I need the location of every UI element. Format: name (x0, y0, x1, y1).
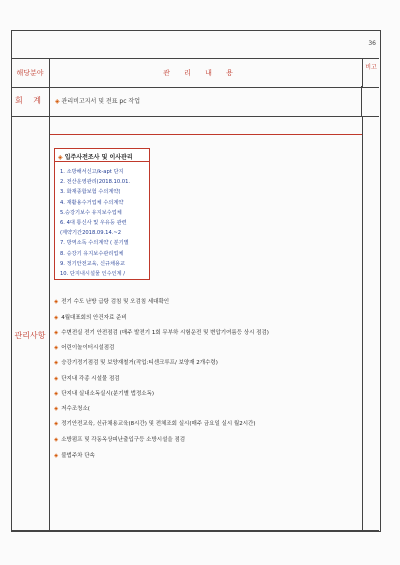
diamond-bullet-icon: ◈ (54, 421, 59, 427)
contract-item: 9. 정기안전교육, 신규채용교 (60, 260, 126, 267)
diamond-bullet-icon: ◈ (54, 437, 59, 443)
diamond-bullet-icon: ◈ (54, 360, 59, 366)
management-label: 관리사항 (14, 331, 46, 340)
red-divider (50, 134, 362, 135)
diamond-bullet-icon: ◈ (54, 299, 59, 305)
management-list-text: 단지내 실내소독실시(분기별 법정소독) (61, 391, 155, 397)
table-header (11, 58, 379, 88)
accounting-label: 회 계 (11, 86, 50, 116)
management-list-text: 불법주차 단속 (61, 453, 95, 459)
contract-item: 8. 승강기 유지보수관리업체 (60, 250, 124, 257)
management-list-item (54, 374, 120, 382)
table-bottom-border (11, 530, 379, 531)
management-list-text: 4월대표회의 안건자료 준비 (61, 315, 127, 321)
header-field: 해당분야 (11, 59, 50, 87)
diamond-bullet-icon: ◈ (54, 315, 59, 321)
contract-item: (계약기간2018.09.14.~2 (60, 230, 122, 237)
note-column-divider (362, 116, 363, 530)
management-list-text: 전기 수도 난방 급탕 검침 및 오검침 세대확인 (61, 299, 170, 305)
management-list-item (54, 358, 218, 366)
contract-item: 3. 화재종합보험 수의계약( (60, 189, 121, 196)
management-list-item (54, 451, 95, 459)
management-list-text: 승강기정기점검 및 보양재철거(작업:티센크루프/ 보양재 2개수령) (61, 360, 218, 366)
management-list-item (54, 435, 185, 443)
column-divider (49, 116, 50, 530)
management-list-item (54, 389, 154, 397)
contract-item: 4. 재활용수거업체 수의계약 (60, 199, 124, 206)
management-list-item (54, 404, 90, 412)
accounting-item: ◈ 관리비고지서 및 전표 pc 작업 (55, 98, 141, 105)
management-list-text: 정기안전교육, 신규채용교육(8시간) 및 전체조회 실시(매주 금요일 실시 월2시간) (61, 421, 256, 427)
management-list-text: 저수조청소( (61, 406, 90, 412)
contract-item: 6. 4대 통신사 및 우유등 관련 (60, 220, 127, 226)
management-list-text: 수변전실 전기 안전점검 (매주 발전기 1회 무부하 시험운전 및 변압기여름등 상시 점검) (61, 330, 269, 336)
contract-box-title-text: 입주사전조사 및 이사관리 (64, 154, 133, 161)
management-list-text: 소방펌프 및 각동옥상피난출입구등 소방시설을 점검 (61, 437, 186, 443)
diamond-bullet-icon: ◈ (54, 391, 59, 397)
management-list-item (54, 343, 114, 351)
contract-box-separator (54, 161, 150, 162)
header-note: 비고 (362, 59, 379, 87)
management-list-item (54, 328, 269, 336)
management-list-text: 단지내 각종 시설물 점검 (61, 376, 120, 382)
contract-box-title: ◈ 입주사전조사 및 이사관리 (58, 154, 133, 161)
contract-item: 5.승강기보수 유지보수업체 (60, 209, 122, 216)
management-list-item (54, 313, 127, 321)
accounting-note-cell (361, 86, 379, 116)
accounting-row (11, 86, 379, 117)
contract-item: 10. 단지내시설물 인수인계 / (60, 271, 126, 277)
contract-item: 1. 소방해서신고/k-apt 단지 (60, 169, 124, 175)
diamond-bullet-icon: ◈ (54, 453, 59, 459)
management-list-text: 어린이놀이터시설점검 (61, 345, 115, 351)
accounting-item-text: 관리비고지서 및 전표 pc 작업 (61, 98, 141, 105)
header-content: 관 리 내 용 (163, 69, 239, 77)
diamond-bullet-icon: ◈ (54, 330, 59, 336)
diamond-bullet-icon: ◈ (54, 376, 59, 382)
contract-item: 7. 방역소독 수의계약 ( 분기별 (60, 240, 129, 247)
diamond-bullet-icon: ◈ (54, 345, 59, 351)
management-list-item (54, 297, 169, 305)
diamond-bullet-icon: ◈ (54, 406, 59, 412)
page-number: 36 (368, 40, 376, 47)
management-list-item (54, 419, 256, 427)
contract-item: 2. 전산운영관리(2018.10.01. (60, 179, 131, 186)
